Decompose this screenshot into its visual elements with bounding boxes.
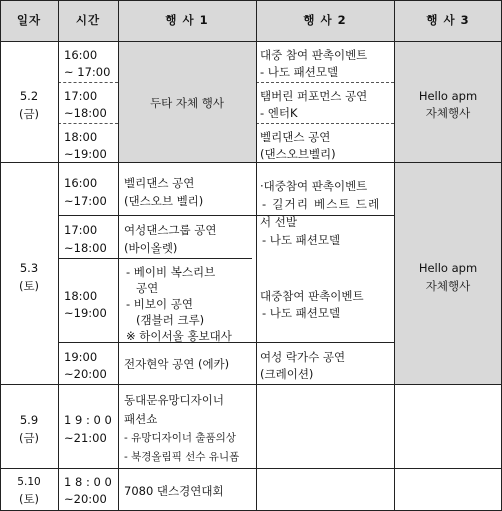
time-start: 18:00 bbox=[64, 130, 98, 144]
time-end: ~18:00 bbox=[64, 241, 107, 255]
event1-line: - 북경올림픽 선수 유니폼 bbox=[124, 451, 240, 463]
event2-line: - 엔터K bbox=[260, 106, 298, 120]
header-time: 시간 bbox=[75, 13, 101, 27]
day-cell: (금) bbox=[18, 107, 40, 121]
time-end: ~ 17:00 bbox=[64, 65, 111, 79]
time-start: 17:00 bbox=[64, 89, 98, 103]
event1-line: ※ 하이서울 홍보대사 bbox=[126, 329, 232, 343]
event3-line: 자체행사 bbox=[425, 106, 471, 120]
time-end: ~19:00 bbox=[64, 147, 107, 161]
event1-line: 동대문유망디자이너 bbox=[124, 393, 224, 407]
day-cell: (토) bbox=[18, 492, 40, 506]
date-cell: 5.2 bbox=[19, 89, 39, 103]
time-start: 17:00 bbox=[64, 223, 98, 237]
event1-line: (바이올렛) bbox=[124, 241, 178, 255]
date-cell: 5.3 bbox=[19, 261, 39, 275]
event2-line: 여성 락가수 공연 bbox=[260, 350, 346, 364]
event2-line: - 나도 패션모델 bbox=[260, 65, 339, 79]
event3-line: Hello apm bbox=[418, 89, 478, 103]
time-end: ~19:00 bbox=[64, 306, 107, 320]
day-cell: (금) bbox=[18, 431, 40, 445]
time-end: ~18:00 bbox=[64, 106, 107, 120]
event3-line: Hello apm bbox=[418, 261, 478, 275]
event2-line: 벨리댄스 공연 bbox=[260, 130, 331, 144]
event1-line: (갬블러 크루) bbox=[136, 313, 205, 327]
event3-line: 자체행사 bbox=[425, 279, 471, 293]
header-event3: 행 사 3 bbox=[426, 13, 470, 27]
event1-line: 벨리댄스 공연 bbox=[124, 176, 195, 190]
time-end: ~20:00 bbox=[64, 367, 107, 381]
event2-line: - 나도 패션모델 bbox=[262, 233, 341, 247]
time-start: 18:00 bbox=[64, 289, 98, 303]
event2-line: 대중참여 판촉이벤트 bbox=[260, 289, 364, 303]
event1-line: 패션쇼 bbox=[124, 412, 158, 426]
event2-line: - 나도 패션모델 bbox=[262, 306, 341, 320]
event2-line: ·대중참여 판촉이벤트 bbox=[260, 179, 368, 193]
time-start: 19:00 bbox=[64, 350, 98, 364]
time-start: 16:00 bbox=[64, 48, 98, 62]
event1-line: 7080 댄스경연대회 bbox=[124, 484, 224, 498]
time-end: ~21:00 bbox=[64, 431, 107, 445]
event1-line: - 비보이 공연 bbox=[126, 297, 194, 311]
event2-line: 탬버린 퍼포먼스 공연 bbox=[260, 89, 368, 103]
time-start: 16:00 bbox=[64, 176, 98, 190]
header-event1: 행 사 1 bbox=[165, 13, 209, 27]
event1-line: 공연 bbox=[136, 281, 159, 295]
event1-line: 전자현악 공연 (에카) bbox=[124, 357, 230, 371]
event2-line: 대중 참여 판촉이벤트 bbox=[260, 48, 368, 62]
event1-line: (댄스오브 벨리) bbox=[124, 194, 204, 208]
time-start: 1 9 : 0 0 bbox=[64, 413, 112, 427]
event2-line: 서 선발 bbox=[260, 215, 297, 229]
event2-line: (댄스오브벨리) bbox=[260, 147, 336, 161]
date-cell: 5.10 bbox=[17, 476, 41, 488]
event1-line: - 베이비 복스리브 bbox=[126, 265, 216, 279]
time-end: ~20:00 bbox=[64, 492, 107, 506]
header-event2: 행 사 2 bbox=[303, 13, 347, 27]
event1-line: 여성댄스그룹 공연 bbox=[124, 223, 217, 237]
event1-text: 두타 자체 행사 bbox=[150, 96, 224, 110]
time-end: ~17:00 bbox=[64, 194, 107, 208]
time-start: 1 8 : 0 0 bbox=[64, 475, 112, 489]
header-date: 일자 bbox=[16, 13, 42, 27]
event1-line: - 유망디자이너 출품의상 bbox=[124, 432, 236, 444]
event2-line: (크레이션) bbox=[260, 367, 314, 381]
day-cell: (토) bbox=[18, 279, 40, 293]
event2-line: - 길거리 베스트 드레 bbox=[262, 197, 381, 211]
date-cell: 5.9 bbox=[19, 413, 39, 427]
